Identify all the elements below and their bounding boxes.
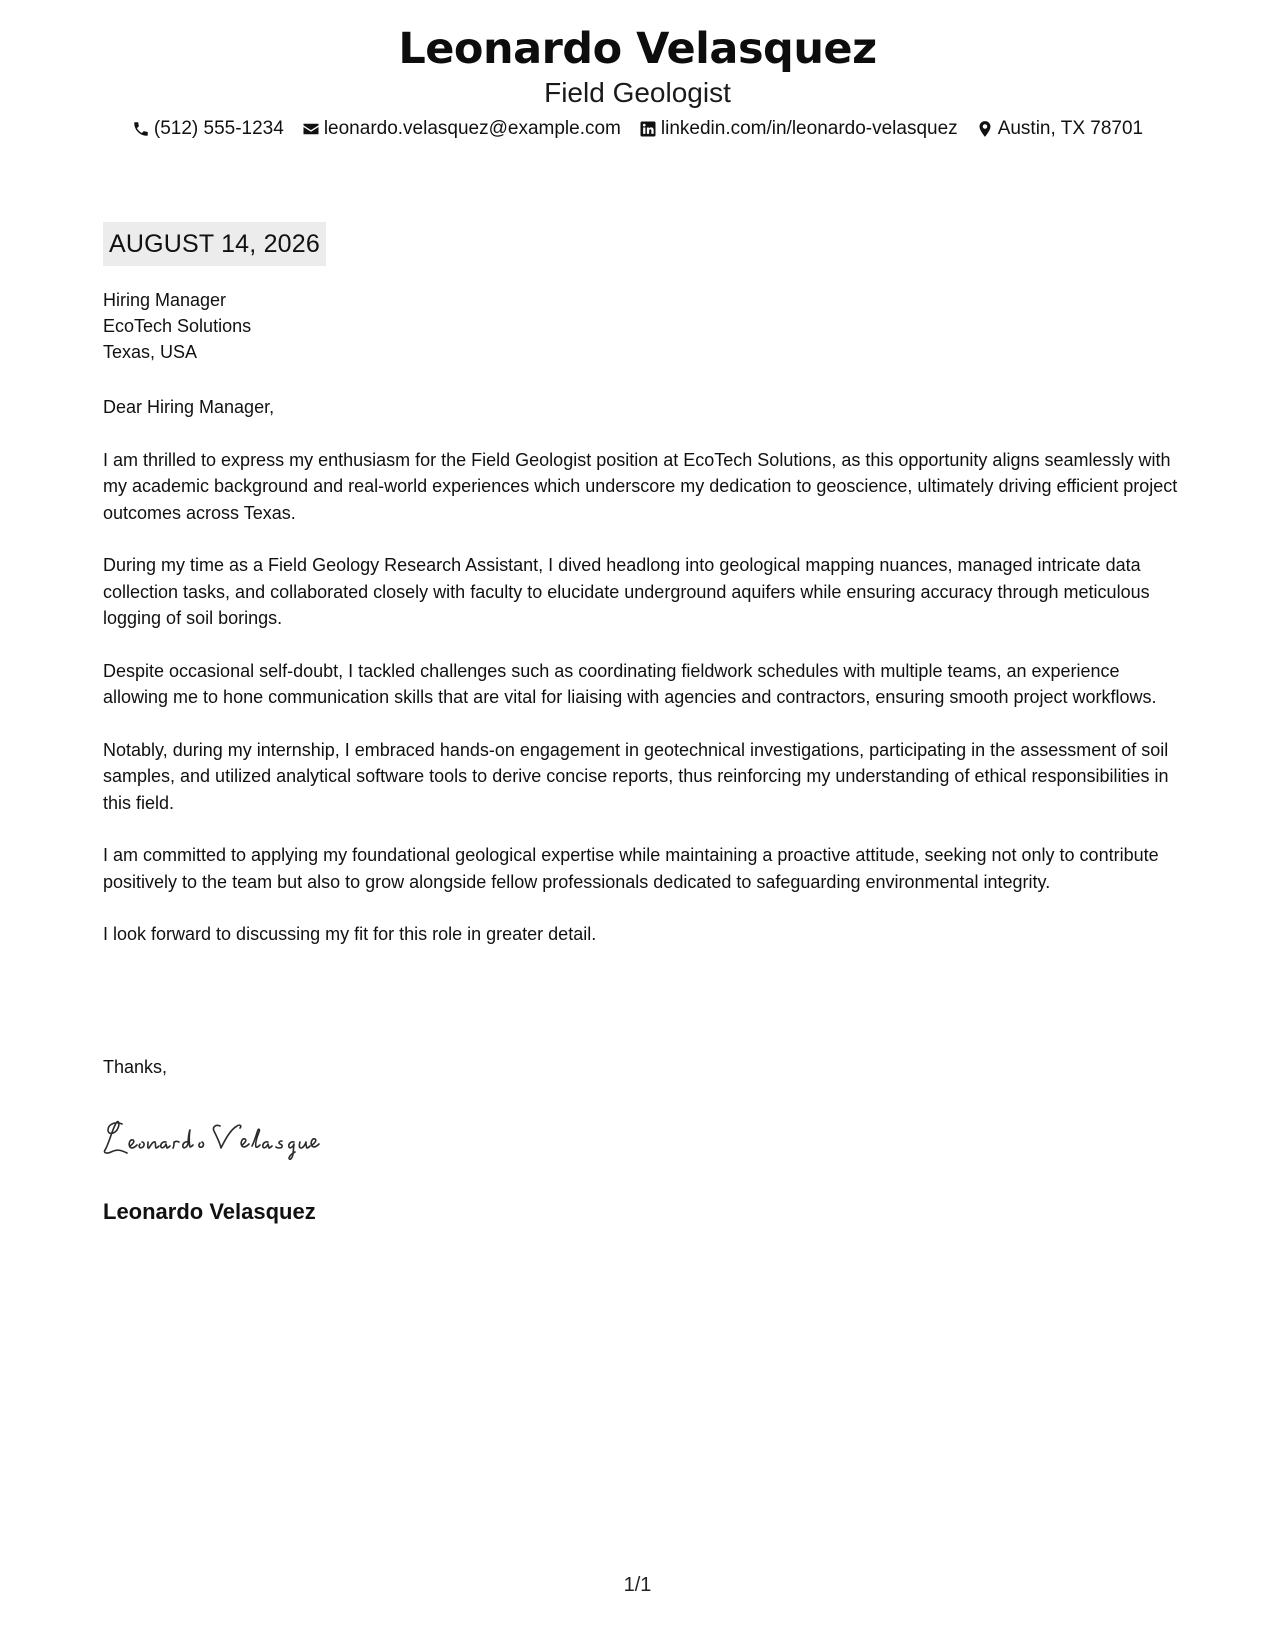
closing: Thanks, — [103, 1057, 168, 1077]
handwritten-signature — [100, 1108, 370, 1168]
letter-body — [103, 394, 1178, 974]
body-paragraph: Notably, during my internship, I embraced hands-on engagement in geotechnical investigations, participating in the assessment of soil samples, and utilized analytical software tools to derive concise reports, thus reinforcing my understanding of ethical responsibilities in this field. — [103, 739, 1169, 813]
signature-name: Leonardo Velasquez — [103, 1199, 316, 1224]
applicant-role: Field Geologist — [544, 77, 731, 108]
location-text: Austin, TX 78701 — [997, 118, 1144, 139]
body-paragraph: I am thrilled to express my enthusiasm for the Field Geologist position at EcoTech Solutions, as this opportunity aligns seamlessly with my academic background and real-world experiences which underscore my dedication to geoscience, ultimately driving efficient project outcomes across Texas. — [103, 449, 1178, 523]
contact-location[interactable] — [976, 116, 1143, 142]
envelope-icon — [302, 120, 320, 138]
linkedin-icon — [639, 120, 657, 138]
salutation: Dear Hiring Manager, — [103, 397, 275, 417]
recipient-title: Hiring Manager — [103, 290, 227, 310]
contact-phone[interactable] — [132, 116, 284, 142]
map-marker-icon — [976, 120, 994, 138]
contact-linkedin[interactable] — [639, 116, 958, 142]
body-paragraph: I am committed to applying my foundational geological expertise while maintaining a proactive attitude, seeking not only to contribute positively to the team but also to grow alongside fellow professionals dedicated to safeguarding environmental integrity. — [103, 845, 1159, 892]
body-paragraph: Despite occasional self-doubt, I tackled challenges such as coordinating fieldwork schedules with multiple teams, an experience allowing me to hone communication skills that are vital for liaising with agencies and contractors, ensuring smooth project workflows. — [103, 660, 1157, 707]
body-paragraph: During my time as a Field Geology Research Assistant, I dived headlong into geological mapping nuances, managed intricate data collection tasks, and collaborated closely with faculty to elucidate underground aquifers while ensuring accuracy through meticulous logging of soil borings. — [103, 555, 1150, 628]
applicant-name: Leonardo Velasquez — [398, 24, 877, 74]
linkedin-text: linkedin.com/in/leonardo-velasquez — [660, 118, 958, 139]
letter-date: AUGUST 14, 2026 — [103, 222, 326, 266]
recipient-block — [103, 287, 251, 365]
phone-text: (512) 555-1234 — [153, 118, 284, 139]
recipient-company: EcoTech Solutions — [103, 316, 252, 336]
letter-header — [0, 20, 1275, 142]
contact-bar — [0, 116, 1275, 142]
phone-icon — [132, 120, 150, 138]
recipient-location: Texas, USA — [103, 342, 198, 362]
email-text: leonardo.velasquez@example.com — [323, 118, 621, 139]
body-paragraph: I look forward to discussing my fit for this role in greater detail. — [103, 924, 597, 944]
contact-email[interactable] — [302, 116, 621, 142]
page-number: 1/1 — [623, 1574, 652, 1596]
